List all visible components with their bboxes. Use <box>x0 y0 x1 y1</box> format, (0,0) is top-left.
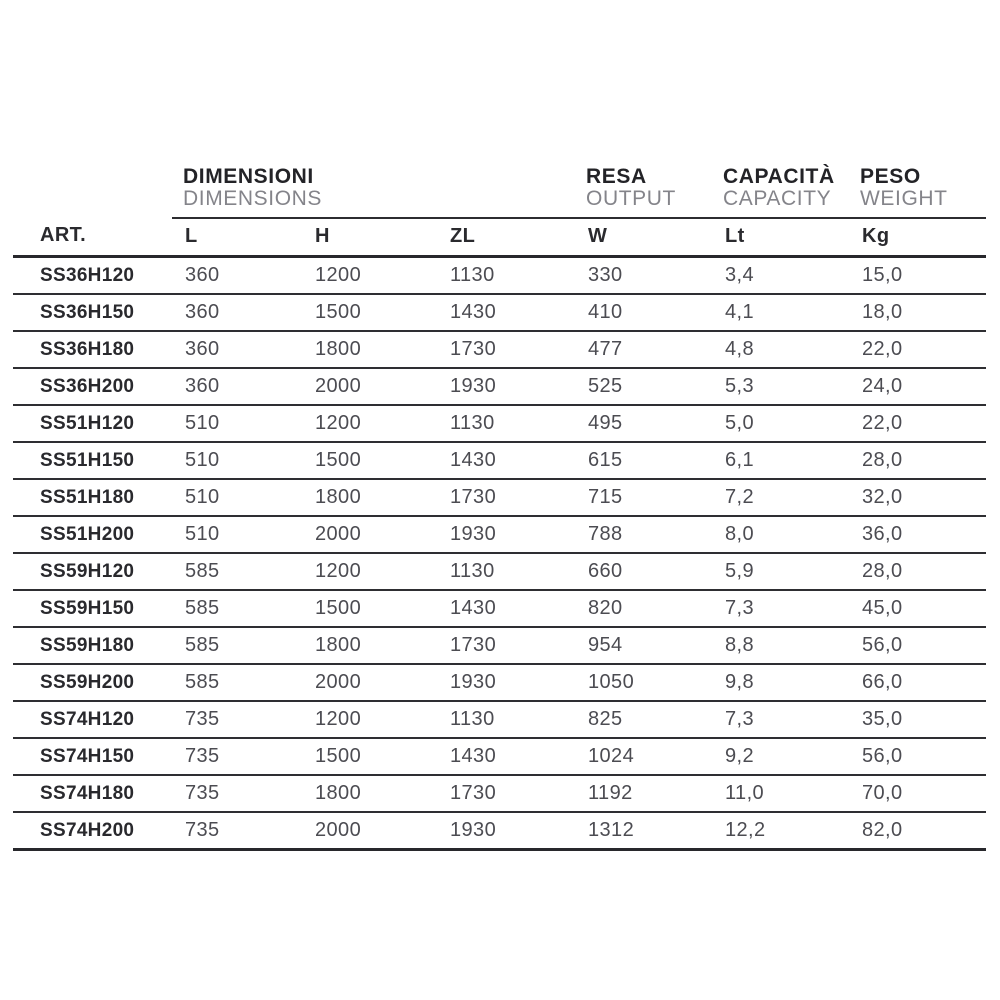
spec-value: 510 <box>172 516 302 553</box>
spec-value: 8,8 <box>712 627 849 664</box>
spec-value: 510 <box>172 405 302 442</box>
table-row <box>13 368 986 405</box>
spec-value: 15,0 <box>849 257 986 295</box>
spec-value: 4,1 <box>712 294 849 331</box>
spec-value: 32,0 <box>849 479 986 516</box>
spec-value: 1930 <box>437 812 575 850</box>
spec-value: 5,3 <box>712 368 849 405</box>
table-row <box>13 257 986 295</box>
group-label-it: PESO <box>860 165 921 188</box>
spec-value: 1800 <box>302 775 437 812</box>
spec-value: 735 <box>172 738 302 775</box>
column-header-art: ART. <box>13 218 172 257</box>
table-row <box>13 701 986 738</box>
article-code: SS59H150 <box>13 590 172 627</box>
spec-value: 1200 <box>302 257 437 295</box>
spec-value: 45,0 <box>849 590 986 627</box>
spec-value: 5,9 <box>712 553 849 590</box>
spec-value: 1312 <box>575 812 712 850</box>
spec-value: 825 <box>575 701 712 738</box>
spec-value: 22,0 <box>849 405 986 442</box>
spec-value: 1050 <box>575 664 712 701</box>
spec-value: 330 <box>575 257 712 295</box>
spec-value: 820 <box>575 590 712 627</box>
group-header-row <box>13 166 986 218</box>
table-row <box>13 775 986 812</box>
spec-value: 735 <box>172 701 302 738</box>
group-header-weight <box>849 166 986 218</box>
spec-value: 24,0 <box>849 368 986 405</box>
column-header-h: H <box>302 218 437 257</box>
article-code: SS59H120 <box>13 553 172 590</box>
spec-value: 1500 <box>302 590 437 627</box>
spec-value: 66,0 <box>849 664 986 701</box>
spec-value: 1130 <box>437 701 575 738</box>
article-code: SS74H120 <box>13 701 172 738</box>
article-code: SS36H150 <box>13 294 172 331</box>
spec-value: 510 <box>172 479 302 516</box>
table-row <box>13 516 986 553</box>
article-code: SS51H150 <box>13 442 172 479</box>
spec-value: 7,2 <box>712 479 849 516</box>
spec-value: 360 <box>172 331 302 368</box>
spec-value: 495 <box>575 405 712 442</box>
spec-value: 28,0 <box>849 442 986 479</box>
group-header-capacity <box>712 166 849 218</box>
spec-value: 735 <box>172 775 302 812</box>
spec-value: 1130 <box>437 405 575 442</box>
spec-value: 1200 <box>302 405 437 442</box>
article-code: SS51H200 <box>13 516 172 553</box>
spec-value: 2000 <box>302 812 437 850</box>
spec-value: 715 <box>575 479 712 516</box>
column-header-l: L <box>172 218 302 257</box>
spec-value: 360 <box>172 368 302 405</box>
group-label-it: DIMENSIONI <box>183 165 314 188</box>
spec-value: 1500 <box>302 294 437 331</box>
spec-value: 1730 <box>437 627 575 664</box>
table-row <box>13 738 986 775</box>
spec-value: 9,8 <box>712 664 849 701</box>
spec-value: 788 <box>575 516 712 553</box>
column-header-row <box>13 218 986 257</box>
article-code: SS74H180 <box>13 775 172 812</box>
spec-value: 1730 <box>437 479 575 516</box>
spec-value: 1430 <box>437 442 575 479</box>
table-row <box>13 664 986 701</box>
spec-value: 8,0 <box>712 516 849 553</box>
spec-value: 2000 <box>302 368 437 405</box>
spec-value: 1200 <box>302 701 437 738</box>
column-header-w: W <box>575 218 712 257</box>
spec-value: 1800 <box>302 479 437 516</box>
spec-value: 1730 <box>437 331 575 368</box>
spec-value: 4,8 <box>712 331 849 368</box>
table-row <box>13 479 986 516</box>
group-label-en: WEIGHT <box>860 187 948 210</box>
spec-value: 1800 <box>302 331 437 368</box>
table-row <box>13 553 986 590</box>
spec-value: 56,0 <box>849 738 986 775</box>
table-row <box>13 442 986 479</box>
spec-value: 1800 <box>302 627 437 664</box>
group-label-en: DIMENSIONS <box>183 187 323 210</box>
spec-value: 410 <box>575 294 712 331</box>
spec-value: 9,2 <box>712 738 849 775</box>
group-header-output <box>575 166 712 218</box>
spec-value: 1730 <box>437 775 575 812</box>
group-label-en: CAPACITY <box>723 187 832 210</box>
spec-value: 1500 <box>302 442 437 479</box>
spec-value: 1930 <box>437 664 575 701</box>
spec-value: 360 <box>172 257 302 295</box>
spec-value: 28,0 <box>849 553 986 590</box>
spec-value: 3,4 <box>712 257 849 295</box>
column-header-lt: Lt <box>712 218 849 257</box>
spec-value: 477 <box>575 331 712 368</box>
table-row <box>13 812 986 850</box>
spec-value: 11,0 <box>712 775 849 812</box>
spec-value: 735 <box>172 812 302 850</box>
spec-value: 954 <box>575 627 712 664</box>
spec-value: 2000 <box>302 664 437 701</box>
spec-value: 1500 <box>302 738 437 775</box>
table-row <box>13 590 986 627</box>
spec-value: 56,0 <box>849 627 986 664</box>
spec-value: 36,0 <box>849 516 986 553</box>
table-row <box>13 405 986 442</box>
spec-value: 585 <box>172 664 302 701</box>
column-header-kg: Kg <box>849 218 986 257</box>
spec-value: 1430 <box>437 294 575 331</box>
spec-value: 5,0 <box>712 405 849 442</box>
group-header-spacer <box>13 166 172 218</box>
article-code: SS51H120 <box>13 405 172 442</box>
group-header-dimensions <box>172 166 575 218</box>
spec-value: 510 <box>172 442 302 479</box>
article-code: SS74H150 <box>13 738 172 775</box>
spec-table <box>13 166 986 851</box>
table-row <box>13 627 986 664</box>
spec-value: 35,0 <box>849 701 986 738</box>
spec-value: 1430 <box>437 738 575 775</box>
spec-value: 660 <box>575 553 712 590</box>
spec-value: 18,0 <box>849 294 986 331</box>
article-code: SS59H180 <box>13 627 172 664</box>
article-code: SS36H180 <box>13 331 172 368</box>
group-label-it: RESA <box>586 165 647 188</box>
spec-value: 22,0 <box>849 331 986 368</box>
spec-value: 6,1 <box>712 442 849 479</box>
spec-value: 615 <box>575 442 712 479</box>
spec-value: 1430 <box>437 590 575 627</box>
table-row <box>13 331 986 368</box>
article-code: SS74H200 <box>13 812 172 850</box>
article-code: SS51H180 <box>13 479 172 516</box>
spec-value: 70,0 <box>849 775 986 812</box>
table-row <box>13 294 986 331</box>
spec-value: 585 <box>172 553 302 590</box>
spec-value: 82,0 <box>849 812 986 850</box>
spec-value: 1200 <box>302 553 437 590</box>
spec-value: 585 <box>172 590 302 627</box>
article-code: SS36H120 <box>13 257 172 295</box>
spec-value: 1130 <box>437 553 575 590</box>
spec-value: 1192 <box>575 775 712 812</box>
spec-value: 12,2 <box>712 812 849 850</box>
spec-value: 525 <box>575 368 712 405</box>
column-header-zl: ZL <box>437 218 575 257</box>
spec-value: 585 <box>172 627 302 664</box>
spec-value: 1024 <box>575 738 712 775</box>
spec-value: 1930 <box>437 368 575 405</box>
table-body <box>13 257 986 850</box>
article-code: SS36H200 <box>13 368 172 405</box>
group-label-en: OUTPUT <box>586 187 676 210</box>
spec-value: 360 <box>172 294 302 331</box>
spec-value: 7,3 <box>712 590 849 627</box>
group-label-it: CAPACITÀ <box>723 165 835 188</box>
spec-value: 1130 <box>437 257 575 295</box>
spec-value: 1930 <box>437 516 575 553</box>
spec-value: 7,3 <box>712 701 849 738</box>
spec-value: 2000 <box>302 516 437 553</box>
table-head <box>13 166 986 257</box>
article-code: SS59H200 <box>13 664 172 701</box>
